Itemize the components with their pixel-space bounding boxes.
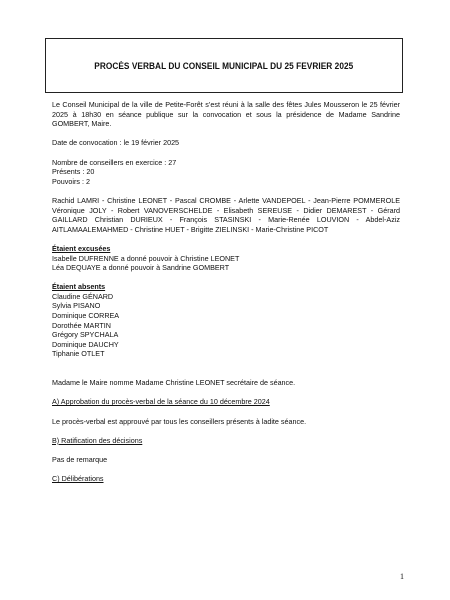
excused-item: Léa DEQUAYE a donné pouvoir à Sandrine GOMBERT bbox=[52, 263, 230, 273]
section-c-heading: C) Délibérations bbox=[52, 474, 104, 484]
document-title: PROCÈS VERBAL DU CONSEIL MUNICIPAL DU 25 FEVRIER 2025 bbox=[94, 60, 354, 71]
absent-item: Sylvia PISANO bbox=[52, 301, 101, 311]
document-body bbox=[52, 100, 400, 484]
page-number: 1 bbox=[400, 572, 404, 581]
absent-item: Dorothée MARTIN bbox=[52, 320, 111, 330]
absent-item: Grégory SPYCHALA bbox=[52, 330, 119, 340]
count-presents: Présents : 20 bbox=[52, 167, 95, 177]
absent-item: Tiphanie OTLET bbox=[52, 349, 105, 359]
section-b-heading: B) Ratification des décisions bbox=[52, 435, 143, 445]
absent-item: Dominique DAUCHY bbox=[52, 339, 119, 349]
title-box bbox=[45, 38, 403, 93]
intro-paragraph: Le Conseil Municipal de la ville de Petite-Forêt s’est réuni à la salle des fêtes Jules Mousseron le 25 février 2025 à 18h30 en séance publique sur la convocation et sous la présidence de Madame Sandrine GOMBERT, Maire. bbox=[52, 100, 400, 129]
section-a-heading: A) Approbation du procès-verbal de la séance du 10 décembre 2024 bbox=[52, 397, 270, 407]
excused-item: Isabelle DUFRENNE a donné pouvoir à Christine LEONET bbox=[52, 253, 240, 263]
excused-heading: Étaient excusées bbox=[52, 243, 111, 253]
members-list: Rachid LAMRI - Christine LEONET - Pascal CROMBE - Arlette VANDEPOEL - Jean-Pierre POMMEROLE Véronique JOLY - Robert VANOVERSCHELDE - Elisabeth SEREUSE - Didier DEMAREST - Gérard GAILLARD Christian DURIEUX - François STASINSKI - Marie-Renée LOUVION - Abdel-Aziz AITLAMAALEMAHMED - Christine HUET - Brigitte ZIELINSKI - Marie-Christine PICOT bbox=[52, 195, 400, 234]
convocation-date: Date de convocation : le 19 février 2025 bbox=[52, 138, 180, 148]
section-a-text: Le procès-verbal est approuvé par tous les conseillers présents à ladite séance. bbox=[52, 416, 307, 426]
absent-item: Claudine GÉNARD bbox=[52, 291, 114, 301]
secretary-sentence: Madame le Maire nomme Madame Christine LEONET secrétaire de séance. bbox=[52, 378, 296, 388]
count-exercice: Nombre de conseillers en exercice : 27 bbox=[52, 157, 177, 167]
count-pouvoirs: Pouvoirs : 2 bbox=[52, 176, 90, 186]
absent-item: Dominique CORREA bbox=[52, 311, 120, 321]
section-b-text: Pas de remarque bbox=[52, 454, 108, 464]
absent-heading: Étaient absents bbox=[52, 282, 106, 292]
